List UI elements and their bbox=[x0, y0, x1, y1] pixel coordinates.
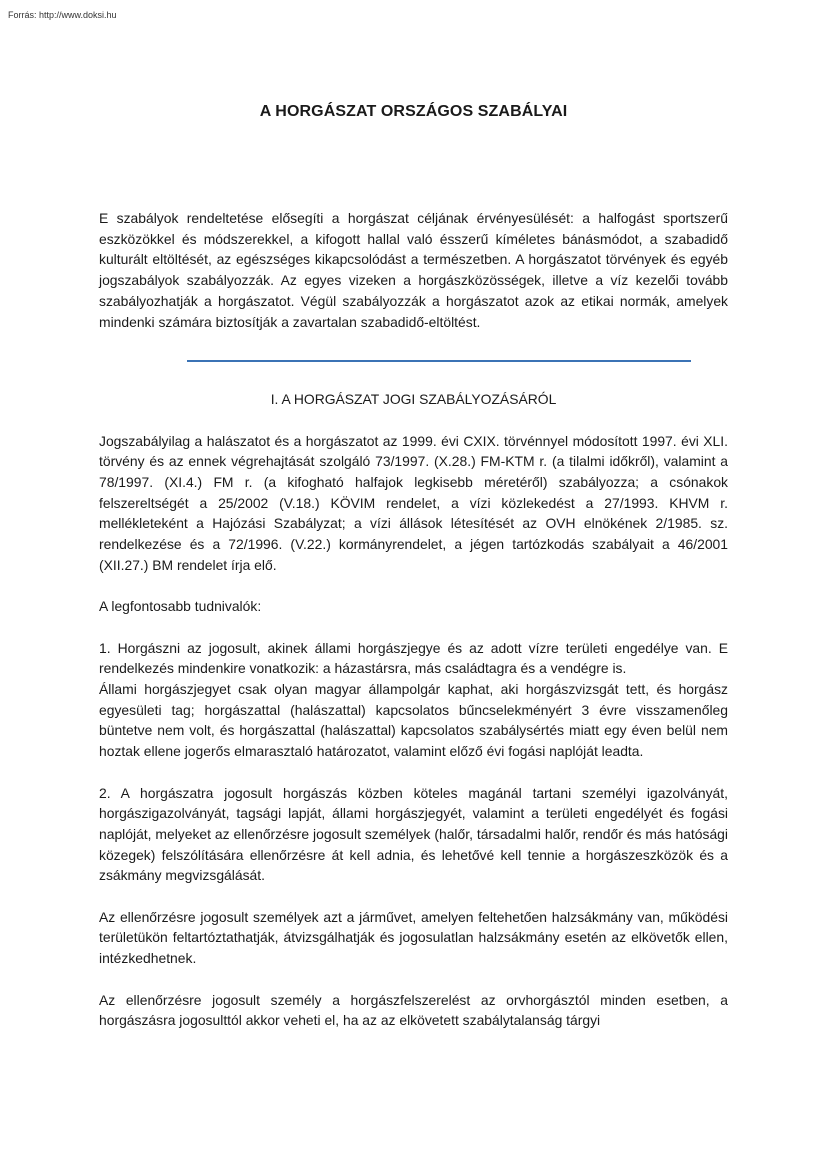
point-1-paragraph: 1. Horgászni az jogosult, akinek állami horgászjegye és az adott vízre területi engedélye van. E rendelkezés mindenkire vonatkozik: a házastársra, más családtagra és a vendégre is. bbox=[99, 639, 728, 677]
point-2-paragraph: 2. A horgászatra jogosult horgászás közben köteles magánál tartani személyi igazolványát, horgászigazolványát, tagsági lapját, állami horgászjegyét, valamint a területi engedélyét és fogási naplóját, melyeket az ellenőrzésre jogosult személyek (halőr, társadalmi halőr, rendőr és más hatósági közegek) felszólítására ellenőrzésre át kell adnia, és lehetővé kell tennie a horgászeszközök és a zsákmány megvizsgálását. bbox=[99, 784, 728, 884]
vehicle-control-paragraph: Az ellenőrzésre jogosult személyek azt a járművet, amelyen feltehetően halzsákmány van, működési területükön feltartóztathatják, átvizsgálhatják és jogosulatlan halzsákmány esetén az elkövetők ellen, intézkedhetnek. bbox=[99, 908, 728, 967]
legal-basis-paragraph: Jogszabályilag a halászatot és a horgászatot az 1999. évi CXIX. törvénnyel módosított 1997. évi XLI. törvény és az ennek végrehajtását szolgáló 73/1997. (X.28.) FM-KTM r. (a tilalmi időkről), valamint a 78/1997. (XI.4.) FM r. (a kifogható halfajok legkisebb méretéről) szabályozza; a csónakok felszereltségét a 25/2002 (V.18.) KÖVIM rendelet, a vízi közlekedést a 27/1993. KHVM r. mellékleteként a Hajózási Szabályzat; a vízi állások létesítését az OVH elnökének 2/1985. sz. rendelkezése és a 72/1996. (V.22.) kormányrendelet, a jégen tartózkodás szabályait a 46/2001 (XII.27.) BM rendelet írja elő. bbox=[99, 432, 728, 573]
intro-paragraph: E szabályok rendeltetése elősegíti a horgászat céljának érvényesülését: a halfogást sportszerű eszközökkel és módszerekkel, a kifogott hallal való ésszerű kíméletes bánásmódot, a szabadidő kulturált eltöltését, az egészséges kikapcsolódást a természetben. A horgászatot törvények és egyéb jogszabályok szabályozzák. Az egyes vizeken a horgászközösségek, illetve a víz kezelői tovább szabályozhatják a horgászatot. Végül szabályozzák a horgászatot azok az etikai normák, amelyek mindenki számára biztosítják a zavartalan szabadidő-eltöltést. bbox=[99, 210, 728, 330]
document-body bbox=[99, 208, 728, 1031]
document-title: A HORGÁSZAT ORSZÁGOS SZABÁLYAI bbox=[259, 103, 568, 120]
section-divider bbox=[187, 360, 691, 362]
equipment-control-paragraph: Az ellenőrzésre jogosult személy a horgászfelszerelést az orvhorgásztól minden esetben, a horgászásra jogosulttól akkor veheti el, ha az az elkövetett szabálytalanság tárgyi bbox=[99, 991, 728, 1029]
section-heading: I. A HORGÁSZAT JOGI SZABÁLYOZÁSÁRÓL bbox=[270, 391, 557, 408]
point-1-license-paragraph: Állami horgászjegyet csak olyan magyar állampolgár kaphat, aki horgászvizsgát tett, és horgász egyesületi tag; horgászattal (halászattal) kapcsolatos bűncselekményért 3 évre visszamenőleg büntetve nem volt, és horgászattal (halászattal) kapcsolatos szabálysértés miatt egy éven belül nem hoztak ellene jogerős elmarasztaló határozatot, valamint előző évi fogási naplóját leadta. bbox=[99, 681, 728, 760]
important-heading: A legfontosabb tudnivalók: bbox=[99, 598, 262, 615]
source-note: Forrás: http://www.doksi.hu bbox=[8, 10, 117, 20]
